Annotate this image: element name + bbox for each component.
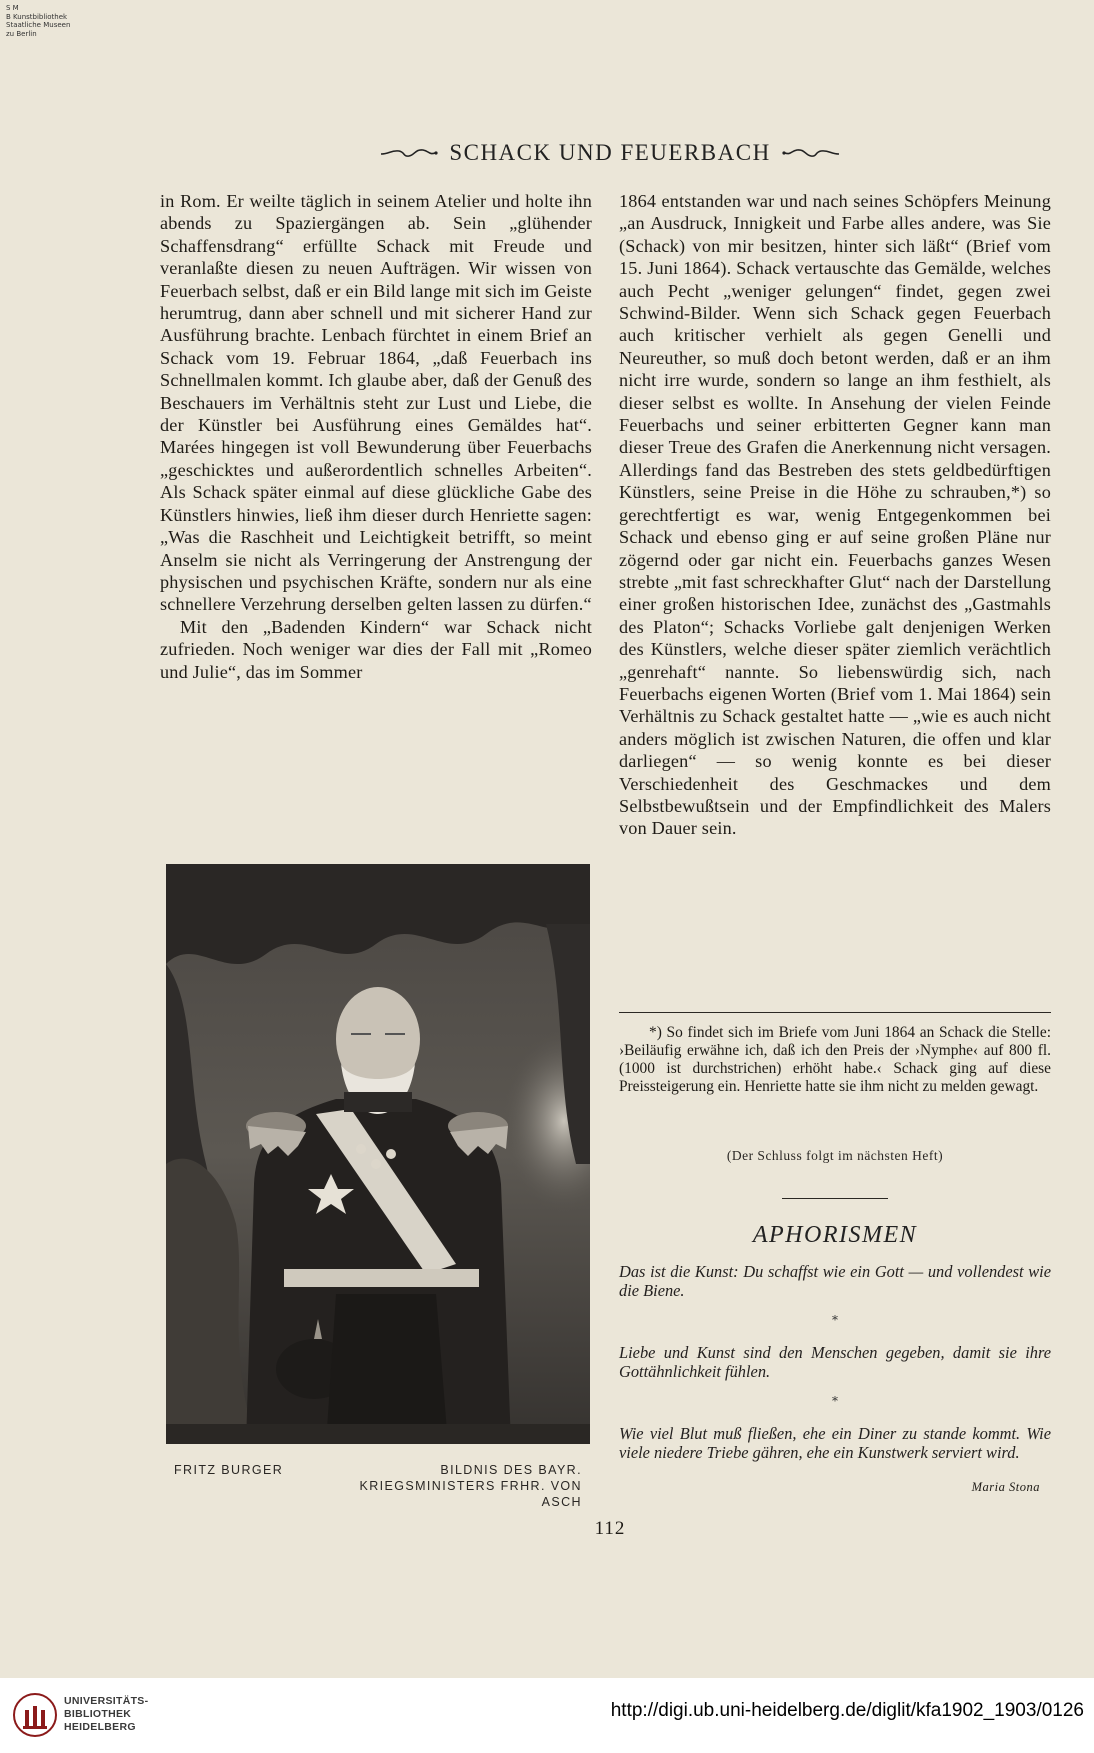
portrait-illustration: [166, 864, 590, 1444]
footnote-divider: [619, 1012, 1051, 1013]
source-url-link[interactable]: http://digi.ub.uni-heidelberg.de/diglit/kfa1902_1903/0126: [610, 1700, 1084, 1721]
continuation-note: (Der Schluss folgt im nächsten Heft): [726, 1148, 944, 1163]
footnote-text: *) So findet sich im Briefe vom Juni 1864 an Schack die Stelle: ›Beiläufig erwähne ich, daß ich den Preis der ›Nymphe‹ auf 800 fl. (1000 ist durchstrichen) erhöht habe.‹ Schack ging auf diese Preissteigerung ein. Henriette hatte sie ihm nicht zu melden gewagt.: [619, 1024, 1051, 1095]
aphorism: Das ist die Kunst: Du schaffst wie ein Gott — und vollendest wie die Biene.: [619, 1262, 1051, 1300]
page-header-title: SCHACK UND FEUERBACH: [449, 140, 771, 165]
aphorism-separator: *: [832, 1313, 838, 1327]
figure-title: BILDNIS DES BAYR. KRIEGSMINISTERS FRHR. VON ASCH: [359, 1463, 582, 1509]
ornament-right-icon: [781, 145, 841, 161]
aphorism-author: Maria Stona: [971, 1480, 1040, 1494]
library-line: HEIDELBERG: [64, 1721, 136, 1733]
section-divider: [782, 1198, 888, 1199]
library-line: BIBLIOTHEK: [64, 1708, 132, 1720]
left-text-column: [160, 190, 592, 683]
figure-artist: FRITZ BURGER: [174, 1463, 284, 1477]
running-header: [340, 138, 880, 168]
stamp-line: S M: [6, 4, 19, 12]
library-name: [64, 1695, 148, 1734]
footnote: [619, 1024, 1051, 1096]
stamp-line: B Kunstbibliothek: [6, 12, 68, 21]
stamp-line: zu Berlin: [6, 29, 37, 38]
aphorisms-heading: APHORISMEN: [752, 1222, 918, 1248]
page-number: 112: [594, 1518, 626, 1539]
aphorism: Liebe und Kunst sind den Menschen gegeben, damit sie ihre Gottähnlichkeit fühlen.: [619, 1343, 1051, 1381]
library-line: UNIVERSITÄTS-: [64, 1695, 149, 1707]
portrait-photo: [166, 864, 590, 1444]
ornament-left-icon: [379, 145, 439, 161]
body-paragraph: 1864 entstanden war und nach seines Schöpfers Meinung „an Ausdruck, Innigkeit und Farbe alles andere, was Sie (Schack) von mir besitzen, hinter sich läßt“ (Brief vom 15. Juni 1864). Schack vertauschte das Gemälde, welches auch Pecht „weniger gelungen“ findet, gegen zwei Schwind-Bilder. Wenn sich Schack gegen Feuerbach auch kritischer verhielt als gegen Genelli und Neureuther, so muß doch betont werden, daß er an ihm nicht irre wurde, sondern so lange an ihm festhielt, als dieser selbst es wollte. In Ansehung der vielen Feinde Feuerbachs und seiner erbitterten Gegner kann man dieser Treue des Grafen die Anerkennung nicht versagen. Allerdings fand das Bestreben des stets geldbedürftigen Künstlers, seine Preise in die Höhe zu schrauben,*) so gerechtfertigt es war, wenig Entgegenkommen bei Schack und ebenso ging er auf seine großen Pläne nur zögernd oder gar nicht ein. Feuerbachs ganzes Wesen strebte „mit fast schreckhafter Glut“ nach der Darstellung einer großen historischen Idee, zunächst des „Gastmahls des Platon“; Schacks Vorliebe galt denjenigen Werken des Künstlers, welche dieser später ziemlich verächtlich „genrehaft“ nannte. So liebenswürdig sich, nach Feuerbachs eigenen Worten (Brief vom 1. Mai 1864) sein Verhältnis zu Schack gestaltet hatte — „wie es auch nicht anders möglich ist zwischen Naturen, die offen und klar darliegen“ — so wenig konnte es bei dieser Verschiedenheit des Geschmackes und dem Selbstbewußtsein und der Empfindlichkeit des Malers von Dauer sein.: [619, 191, 1051, 839]
footer-bar: [0, 1678, 1094, 1753]
university-logo-icon: [12, 1692, 58, 1738]
right-text-column: [619, 190, 1051, 840]
aphorism: Wie viel Blut muß fließen, ehe ein Diner zu stande kommt. Wie viele niedere Triebe gähren, ehe ein Kunstwerk serviert wird.: [619, 1424, 1051, 1462]
aphorism-separator: *: [832, 1394, 838, 1408]
body-paragraph: Mit den „Badenden Kindern“ war Schack nicht zufrieden. Noch weniger war dies der Fall mit „Romeo und Julie“, das im Sommer: [160, 616, 592, 682]
stamp-line: Staatliche Museen: [6, 21, 71, 29]
body-paragraph: in Rom. Er weilte täglich in seinem Atelier und holte ihn abends zu Spaziergängen ab. Sein „glühender Schaffensdrang“ erfüllte Schack mit Freude und veranlaßte diesen zu neuen Aufträgen. Wir wissen von Feuerbach selbst, daß er ein Bild lange mit sich im Geiste herumtrug, dann aber schnell und mit sicherer Hand zur Ausführung brachte. Lenbach fürchtet in einem Brief an Schack vom 19. Februar 1864, „daß Feuerbach ins Schnellmalen kommt. Ich glaube aber, daß der Genuß des Beschauers im Verhältnis steht zur Lust und Liebe, die der Künstler bei Ausführung eines Gemäldes hat“. Marées hingegen ist voll Bewunderung über Feuerbachs „geschicktes und außerordentlich schnelles Arbeiten“. Als Schack später einmal auf diese glückliche Gabe des Künstlers hinwies, ließ ihm dieser durch Henriette sagen: „Was die Raschheit und Leichtigkeit betrifft, so meint Anselm sie nicht als Verringerung der Anstrengung der physischen und psychischen Kräfte, sondern nur als eine schnellere Verzehrung derselben gelten lassen zu dürfen.“: [160, 191, 592, 615]
library-stamp: [6, 4, 70, 38]
